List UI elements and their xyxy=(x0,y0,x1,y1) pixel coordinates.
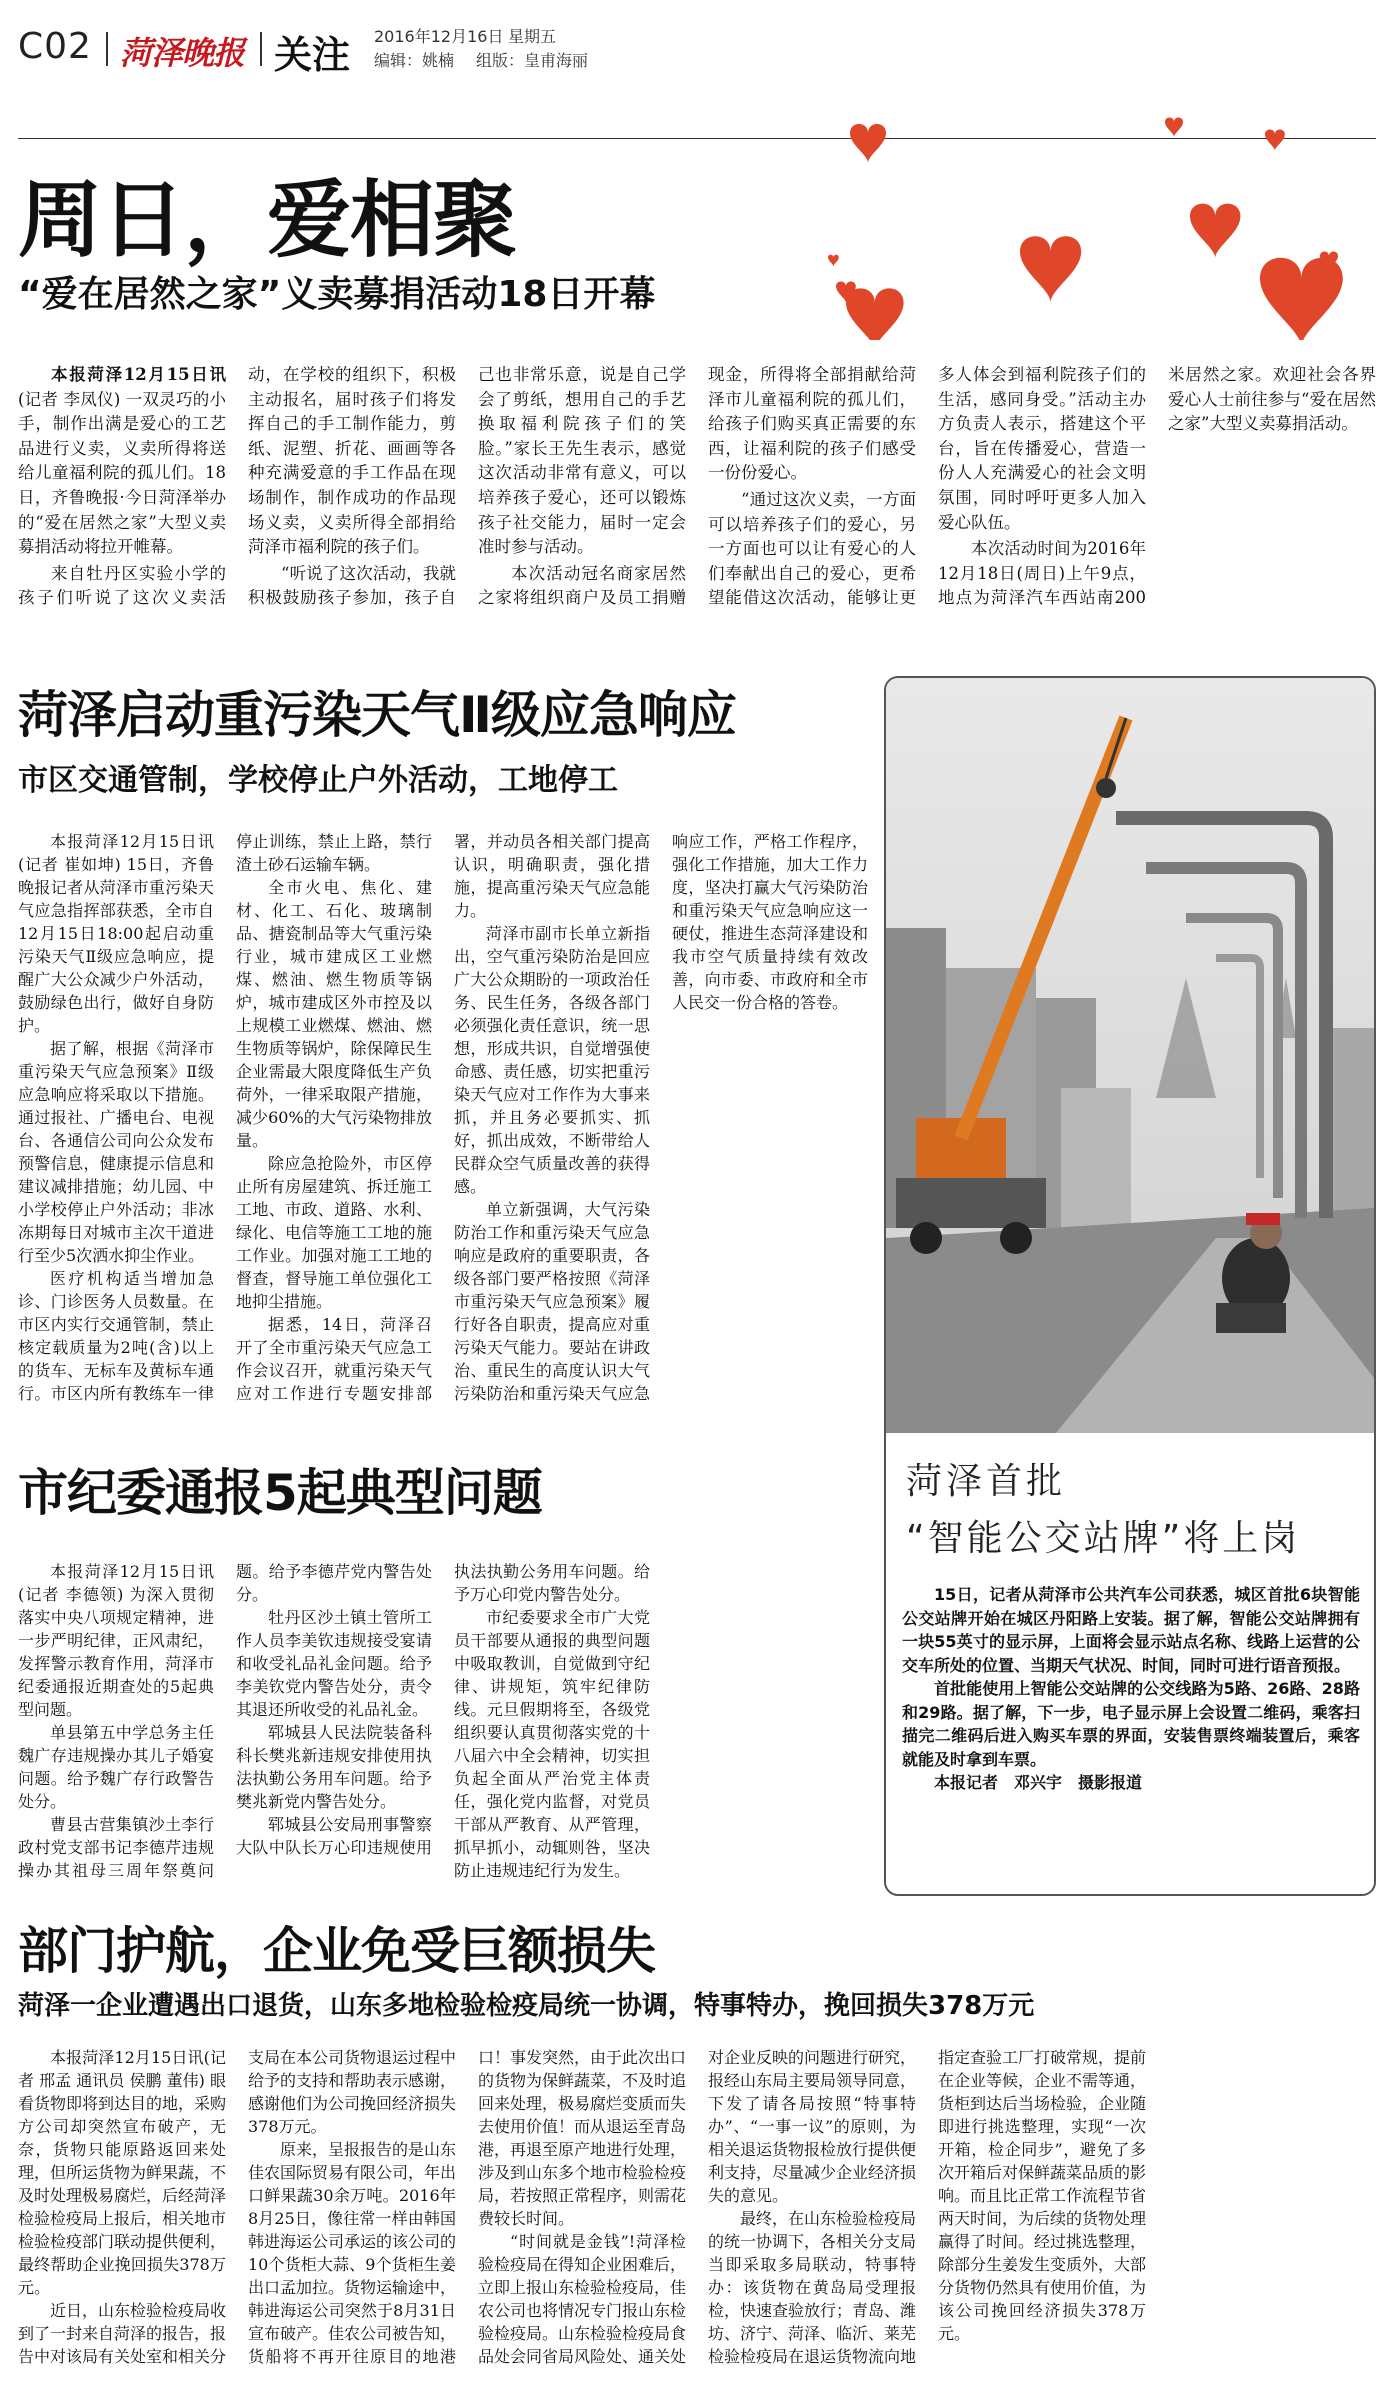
section-name: 关注 xyxy=(274,33,351,77)
article2-paragraph: 单立新强调，大气污染防治工作和重污染天气应急响应是政府的重要职责，各级各部门要严格按照《菏泽市重污染天气应急预案》履行好各自职责，提高应对重污染天气能力。要站在讲政治、重民生的高度认识大气污染防治和重污染天气应急响应工作，严格工作程序，强化工作措施，加大工作力度，坚决打赢大气污染防治和重污染天气应急响应这一硬仗，推进生态菏泽建设和我市空气质量持续有效改善，向市委、市政府和全市人民交一份合格的答卷。 xyxy=(454,832,868,1403)
article1-paragraph: “通过这次义卖，一方面可以培养孩子们的爱心，另一方面也可以让有爱心的人们奉献出自己的爱心，更希望能借这次活动，能够让更多人体会到福利院孩子们的生活，感同身受。”活动主办方负责人表示，搭建这个平台，旨在传播爱心，营造一份人人充满爱心的社会文明氛围，同时呼吁更多人加入爱心队伍。 xyxy=(708,365,1146,608)
heart-icon xyxy=(850,124,886,163)
article3-title: 市纪委通报5起典型问题 xyxy=(18,1464,542,1522)
article3-paragraph: 市纪委要求全市广大党员干部要从通报的典型问题中吸取教训，自觉做到守纪律、讲规矩，筑牢纪律防线。元旦假期将至，各级党组织要认真贯彻落实党的十八届六中全会精神，切实担负起全面从严治党主体责任，强化党内监督，对党员干部从严教育、从严管理，抓早抓小，动辄则咎，坚决防止违规违纪行为发生。 xyxy=(454,1608,650,1880)
photo-news-box xyxy=(884,676,1376,1896)
photo-box-body xyxy=(902,1583,1360,1795)
page-number: C02 xyxy=(18,26,92,67)
photo-box-credit: 本报记者 邓兴宇 摄影报道 xyxy=(934,1773,1143,1792)
article4-paragraph: 近日，山东检验检疫局收到了一封来自菏泽的报告，报告中对该局有关处室和相关分支局在本公司货物退运过程中给予的支持和帮助表示感谢，感谢他们为公司挽回经济损失378万元。 xyxy=(18,2048,457,2366)
article2-paragraph: 全市火电、焦化、建材、化工、石化、玻璃制品、搪瓷制品等大气重污染行业，城市建成区工业燃煤、燃油、燃生物质等锅炉，城市建成区外市控及以上规模工业燃煤、燃油、燃生物质等锅炉，除保障民生企业需最大限度降低生产负荷外，一律采取限产措施，减少60%的大气污染物排放量。 xyxy=(236,878,432,1150)
article4-paragraph: 原来，呈报报告的是山东佳农国际贸易有限公司，年出口鲜果蔬30余万吨。2016年8月25日，像往常一样由韩国韩进海运公司承运的该公司的10个货柜大蒜、9个货柜生姜出口孟加拉。货物运输途中，韩进海运公司突然于8月31日宣布破产。佳农公司被告知，货船将不再开往原目的地港口！事发突然，由于此次出口的货物为保鲜蔬菜，不及时追回来处理，极易腐烂变质而失去使用价值！而从退运至青岛港，再退至原产地进行处理，涉及到山东多个地市检验检疫局，若按照正常程序，则需花费较长时间。 xyxy=(248,2048,687,2366)
article2-subtitle: 市区交通管制，学校停止户外活动，工地停工 xyxy=(18,763,618,798)
heart-icon xyxy=(1265,129,1285,150)
heart-icon xyxy=(828,255,839,267)
article1-paragraph: 本次活动冠名商家居然之家将组织商户及员工捐赠现金，所得将全部捐献给菏泽市儿童福利院的孤儿们，给孩子们购买真正需要的东西，让福利院的孩子们感受一份份爱心。 xyxy=(478,365,916,608)
hearts-decoration xyxy=(820,110,1380,340)
heart-icon xyxy=(1020,236,1081,302)
page-header xyxy=(18,20,1376,80)
article1-paragraph: 本次活动时间为2016年12月18日(周日)上午9点，地点为菏泽汽车西站南200米居然之家。欢迎社会各界爱心人士前往参与“爱在居然之家”大型义卖募捐活动。 xyxy=(938,365,1376,608)
article3-paragraph: 牡丹区沙土镇土管所工作人员李美钦违规接受宴请和收受礼品礼金问题。给予李美钦党内警告处分，责令其退还所收受的礼品礼金。 xyxy=(236,1608,432,1719)
photo-box-paragraph: 15日，记者从菏泽市公共汽车公司获悉，城区首批6块智能公交站牌开始在城区丹阳路上安装。据了解，智能公交站牌拥有一块55英寸的显示屏，上面将会显示站点名称、线路上运营的公交车所处的位置、当期天气状况、时间，同时可进行语音预报。 xyxy=(902,1585,1360,1675)
article3-paragraph: 单县第五中学总务主任魏广存违规操办其儿子婚宴问题。给予魏广存行政警告处分。 xyxy=(18,1723,214,1811)
issue-weekday: 星期五 xyxy=(508,27,557,46)
article2-title: 菏泽启动重污染天气Ⅱ级应急响应 xyxy=(18,686,736,744)
article1-paragraph: “听说了这次活动，我就积极鼓励孩子参加，孩子自己也非常乐意，说是自己学会了剪纸，想用自己的手艺换取福利院孩子们的笑脸。”家长王先生表示，感觉这次活动非常有意义，可以培养孩子爱心，还可以锻炼孩子社交能力，届时一定会准时参与活动。 xyxy=(248,365,686,608)
article2-paragraph: 本报菏泽12月15日讯(记者 崔如坤) 15日，齐鲁晚报记者从菏泽市重污染天气应急指挥部获悉，全市自12月15日18:00起启动重污染天气Ⅱ级应急响应，提醒广大公众减少户外活动，鼓励绿色出行，做好自身防护。 xyxy=(18,832,214,1035)
article1-paragraph: 本报菏泽12月15日讯(记者 李凤仪) 一双灵巧的小手，制作出满是爱心的工艺品进行义卖，义卖所得将送给儿童福利院的孤儿们。18日，齐鲁晚报·今日菏泽举办的“爱在居然之家”大型义卖募捐活动将拉开帷幕。 xyxy=(18,365,226,557)
heart-icon xyxy=(1260,258,1343,340)
photo-box-paragraph: 首批能使用上智能公交站牌的公交线路为5路、26路、28路和29路。据了解，下一步，电子显示屏上会设置二维码，乘客扫描完二维码后进入购买车票的界面，安装售票终端装置后，乘客就能及时拿到车票。 xyxy=(902,1679,1360,1769)
layout-credit: 组版：皇甫海丽 xyxy=(476,51,589,70)
heart-icon xyxy=(846,288,904,340)
photo-box-title-2: “智能公交站牌”将上岗 xyxy=(906,1518,1301,1559)
article3-paragraph: 郓城县公安局刑事警察大队中队长万心印违规使用执法执勤公务用车问题。给予万心印党内警告处分。 xyxy=(236,1562,650,1857)
article3-body xyxy=(18,1560,868,1890)
article3-paragraph: 曹县古营集镇沙土李行政村党支部书记李德芹违规操办其祖母三周年祭奠问题。给予李德芹党内警告处分。 xyxy=(18,1562,432,1880)
article4-title: 部门护航，企业免受巨额损失 xyxy=(18,1922,655,1980)
paper-logo: 菏泽晚报 xyxy=(120,34,245,72)
article2-paragraph: 除应急抢险外，市区停止所有房屋建筑、拆迁施工工地、市政、道路、水利、绿化、电信等施工工地的施工作业。加强对施工工地的督查，督导施工单位强化工地抑尘措施。 xyxy=(236,1154,432,1311)
heart-icon xyxy=(1190,204,1240,259)
article2-paragraph: 据了解，根据《菏泽市重污染天气应急预案》Ⅱ级应急响应将采取以下措施。通过报社、广播电台、电视台、各通信公司向公众发布预警信息，健康提示信息和建议减排措施；幼儿园、中小学校停止户外活动；非冰冻期每日对城市主次干道进行至少5次洒水抑尘作业。 xyxy=(18,1039,214,1265)
header-divider xyxy=(106,32,108,66)
header-divider-2 xyxy=(260,32,262,66)
article4-paragraph: 最终，在山东检验检疫局的统一协调下，各相关分支局当即采取多局联动，特事特办：该货物在黄岛局受理报检，快速查验放行；青岛、潍坊、济宁、菏泽、临沂、莱芜检验检疫局在退运货物流向地指定查验工厂打破常规，提前在企业等候，企业不需等通，货柜到达后当场检验，企业随即进行挑选整理，实现“一次开箱，检企同步”，避免了多次开箱后对保鲜蔬菜品质的影响。而且比正常工作流程节省两天时间，为后续的货物处理赢得了时间。经过挑选整理，除部分生姜发生变质外，大部分货物仍然具有使用价值，为该公司挽回经济损失378万元。 xyxy=(708,2048,1147,2366)
article2-paragraph: 菏泽市副市长单立新指出，空气重污染防治是回应广大公众期盼的一项政治任务、民生任务，各级各部门必须强化责任意识，统一思想，形成共识，自觉增强使命感、责任感，切实把重污染天气应对工作作为大事来抓，并且务必要抓实、抓好，抓出成效，不断带给人民群众空气质量改善的获得感。 xyxy=(454,924,650,1196)
article4-body xyxy=(18,2046,1376,2386)
article1-paragraph: 来自牡丹区实验小学的孩子们听说了这次义卖活动，在学校的组织下，积极主动报名，届时孩子们将发挥自己的手工制作能力，剪纸、泥塑、折花、画画等各种充满爱意的手工作品在现场制作，制作成功的作品现场义卖，义卖所得全部捐给菏泽市福利院的孩子们。 xyxy=(18,365,456,608)
photo-box-title-1: 菏泽首批 xyxy=(906,1461,1067,1502)
article4-paragraph: 本报菏泽12月15日讯(记者 邢孟 通讯员 侯鹏 董伟) 眼看货物即将到达目的地，采购方公司却突然宣布破产，无奈，货物只能原路返回来处理，但所运货物为鲜果蔬，不及时处理极易腐烂，后经菏泽检验检疫局上报后，相关地市检验检疫部门联动提供便利，最终帮助企业挽回损失378万元。 xyxy=(18,2048,227,2297)
issue-date: 2016年12月16日 xyxy=(374,27,504,46)
editor-credit: 编辑：姚楠 xyxy=(374,51,455,70)
article2-paragraph: 医疗机构适当增加急诊、门诊医务人员数量。在市区内实行交通管制，禁止核定载质量为2吨(含)以上的货车、无标车及黄标车通行。市区内所有教练车一律停止训练，禁止上路，禁行渣土砂石运输车辆。 xyxy=(18,832,432,1403)
article1-title: 周日，爱相聚 xyxy=(18,171,517,269)
article4-paragraph: “时间就是金钱”!菏泽检验检疫局在得知企业困难后，立即上报山东检验检疫局，佳农公司也将情况专门报山东检验检疫局。山东检验检疫局食品处会同省局风险处、通关处对企业反映的问题进行研究，报经山东局主要局领导同意，下发了请各局按照“特事特办”、“一事一议”的原则，为相关退运货物报检放行提供便利支持，尽量减少企业经济损失的意见。 xyxy=(478,2048,917,2366)
news-photo xyxy=(886,678,1374,1433)
article1-subtitle: “爱在居然之家”义卖募捐活动18日开幕 xyxy=(18,274,656,315)
article2-paragraph: 据悉，14日，菏泽召开了全市重污染天气应急工作会议召开，就重污染天气应对工作进行专题安排部署，并动员各相关部门提高认识，明确职责，强化措施，提高重污染天气应急能力。 xyxy=(236,832,650,1403)
article4-subtitle: 菏泽一企业遭遇出口退货，山东多地检验检疫局统一协调，特事特办，挽回损失378万元 xyxy=(18,1991,1035,2021)
article3-paragraph: 郓城县人民法院装备科科长樊兆新违规安排使用执法执勤公务用车问题。给予樊兆新党内警告处分。 xyxy=(236,1723,432,1811)
heart-icon xyxy=(1165,118,1183,138)
article2-body xyxy=(18,830,868,1410)
article1-body xyxy=(18,363,1376,623)
article3-paragraph: 本报菏泽12月15日讯(记者 李德领) 为深入贯彻落实中央八项规定精神，进一步严明纪律，正风肃纪，发挥警示教育作用，菏泽市纪委通报近期查处的5起典型问题。 xyxy=(18,1562,214,1719)
